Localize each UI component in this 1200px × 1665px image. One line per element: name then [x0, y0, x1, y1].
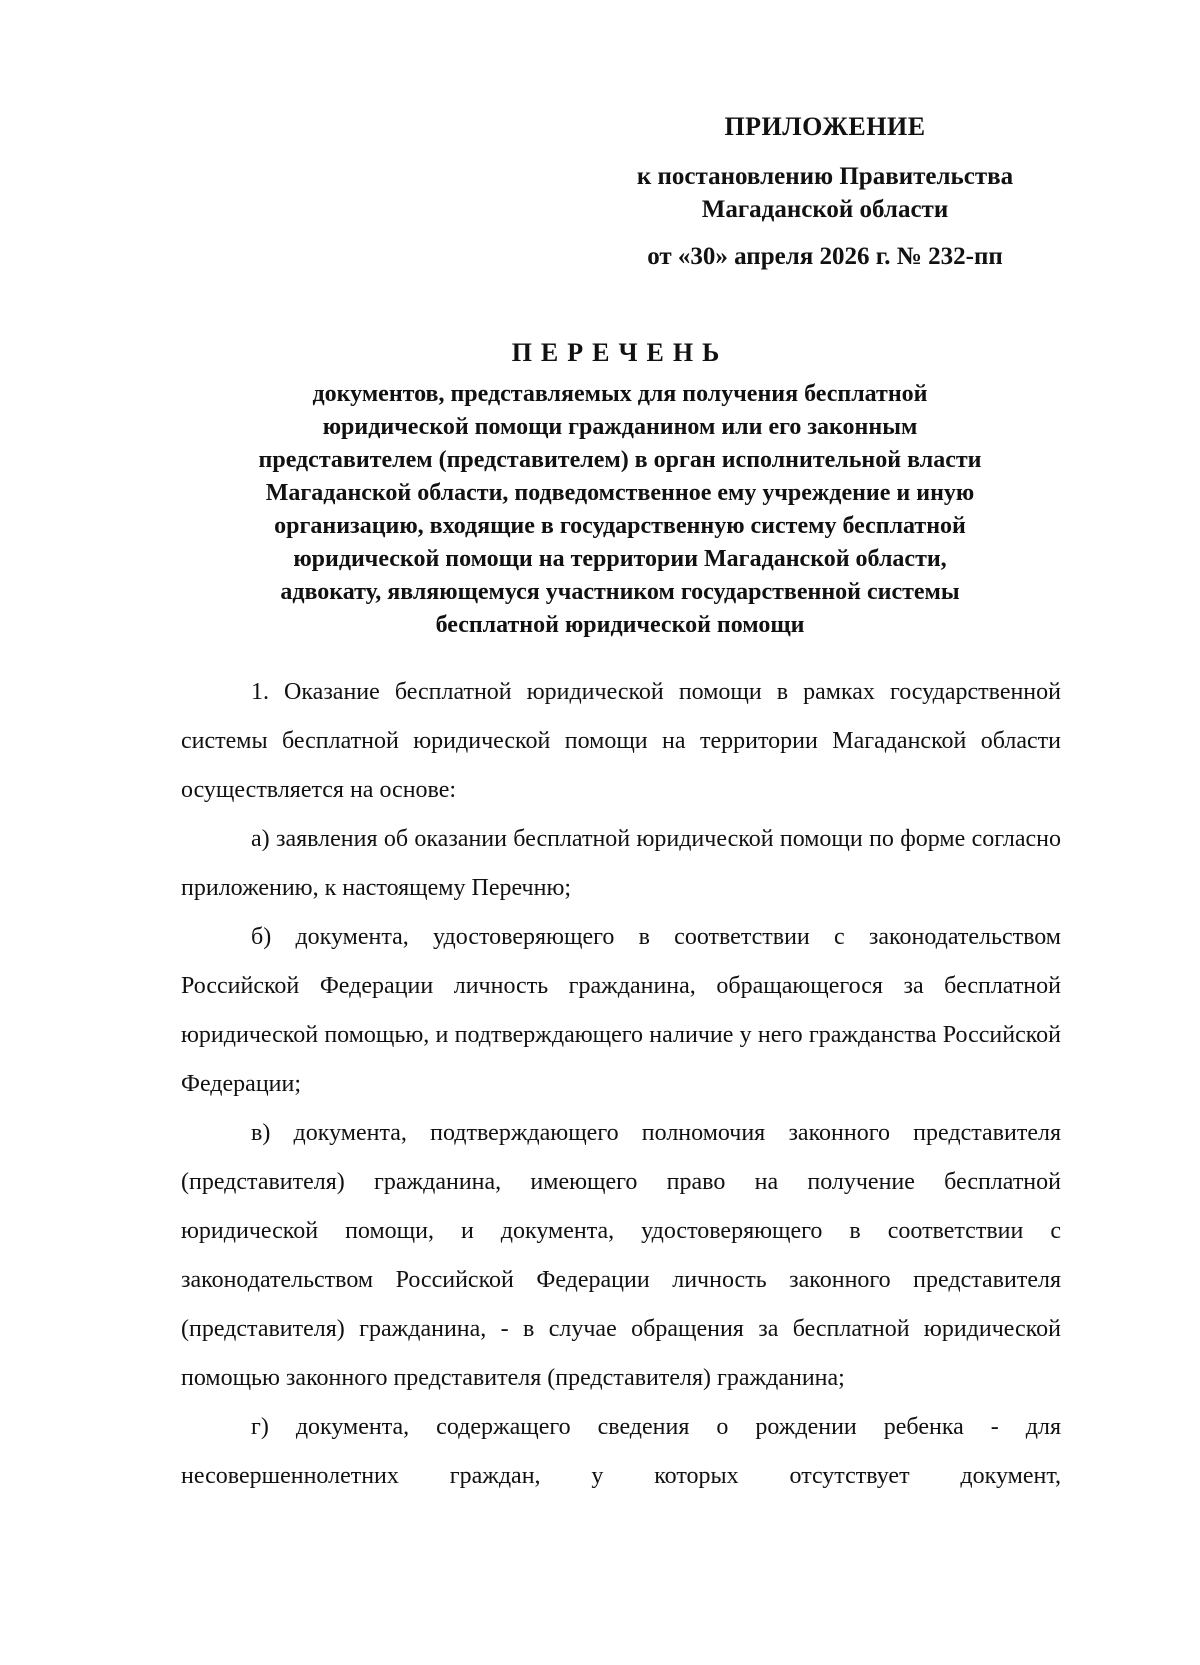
subtitle-line: бесплатной юридической помощи: [435, 612, 805, 638]
subtitle-line: адвокату, являющемуся участником государственной системы: [280, 579, 960, 605]
appendix-line-1: к постановлению Правительства: [636, 163, 1014, 190]
document-subtitle: [175, 378, 1065, 642]
subtitle-line: Магаданской области, подведомственное ему учреждение и иную: [265, 480, 975, 506]
subtitle-line: юридической помощи на территории Магаданской области,: [293, 546, 947, 572]
appendix-block: [600, 112, 1050, 273]
appendix-date-line: от «30» апреля 2026 г. № 232-пп: [647, 243, 1003, 270]
paragraph-a: а) заявления об оказании бесплатной юридической помощи по форме согласно приложению, к настоящему Перечню;: [181, 826, 1061, 901]
subtitle-line: организацию, входящие в государственную систему бесплатной: [274, 513, 966, 539]
paragraph-g: г) документа, содержащего сведения о рождении ребенка - для несовершеннолетних граждан, у которых отсутствует документ,: [181, 1414, 1061, 1489]
document-heading: ПЕРЕЧЕНЬ: [511, 338, 729, 367]
document-body: [181, 668, 1061, 1501]
appendix-title: ПРИЛОЖЕНИЕ: [724, 112, 926, 141]
subtitle-line: документов, представляемых для получения бесплатной: [312, 381, 928, 407]
paragraph-v: в) документа, подтверждающего полномочия законного представителя (представителя) гражданина, имеющего право на получение бесплатной юридической помощи, и документа, удостоверяющего в соответствии с законодательством Российской Федерации личность законного представителя (представителя) гражданина, - в случае обращения за бесплатной юридической помощью законного представителя (представителя) гражданина;: [181, 1120, 1061, 1391]
subtitle-line: представителем (представителем) в орган исполнительной власти: [258, 447, 982, 473]
appendix-line-2: Магаданской области: [701, 196, 949, 223]
paragraph-b: б) документа, удостоверяющего в соответствии с законодательством Российской Федерации личность гражданина, обращающегося за бесплатной юридической помощью, и подтверждающего наличие у него гражданства Российской Федерации;: [181, 924, 1061, 1097]
subtitle-line: юридической помощи гражданином или его законным: [322, 414, 918, 440]
paragraph-1: 1. Оказание бесплатной юридической помощи в рамках государственной системы бесплатной юридической помощи на территории Магаданской области осуществляется на основе:: [181, 679, 1061, 803]
document-title-block: [175, 338, 1065, 642]
